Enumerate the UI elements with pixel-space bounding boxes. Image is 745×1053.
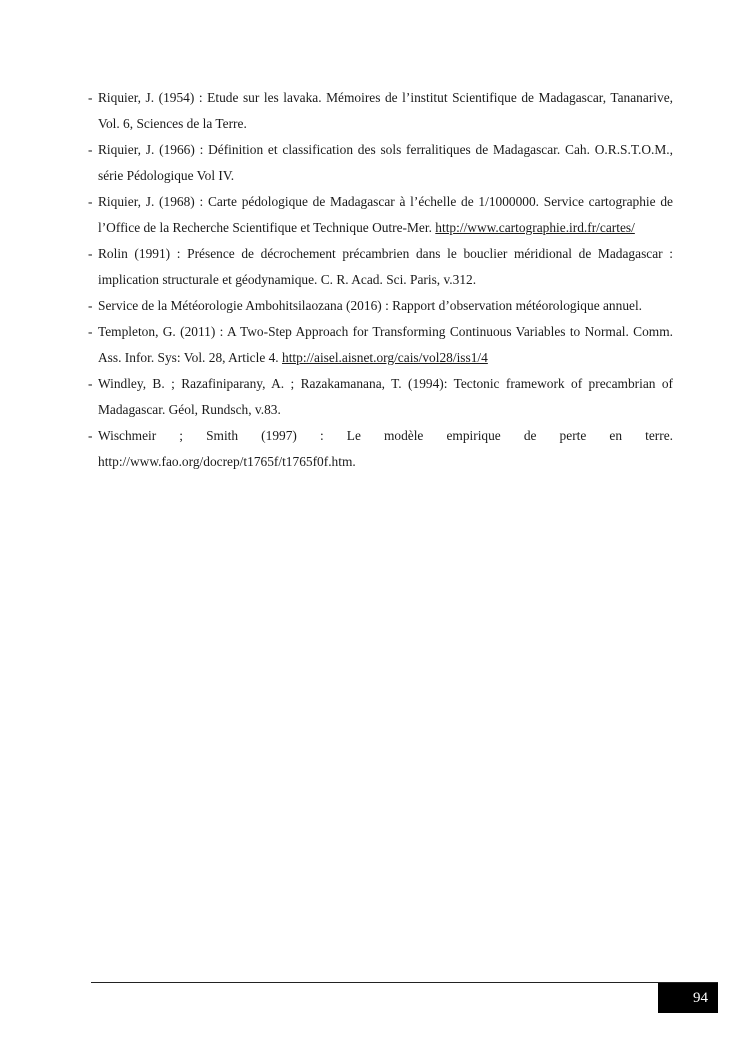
reference-item [88,85,673,137]
list-dash: - [88,428,93,443]
reference-item [88,423,673,475]
reference-text: Windley, B. ; Razafiniparany, A. ; Razakamanana, T. (1994): Tectonic framework of precambrian of Madagascar. Géol, Rundsch, v.83. [98,376,673,417]
reference-text: Riquier, J. (1968) : Carte pédologique de Madagascar à l’échelle de 1/1000000. Service cartographie de l’Office de la Recherche Scientifique et Technique Outre-Mer. [98,194,673,235]
footer-divider [91,982,718,983]
list-dash: - [88,90,93,105]
reference-item [88,189,673,241]
reference-item [88,241,673,293]
reference-item [88,319,673,371]
reference-link[interactable]: http://www.cartographie.ird.fr/cartes/ [435,220,635,235]
reference-text: Service de la Météorologie Ambohitsilaozana (2016) : Rapport d’observation météorologique annuel. [98,298,643,313]
reference-text: Riquier, J. (1954) : Etude sur les lavaka. Mémoires de l’institut Scientifique de Madagascar, Tananarive, Vol. 6, Sciences de la Terre. [98,90,673,131]
reference-link[interactable]: http://aisel.aisnet.org/cais/vol28/iss1/4 [282,350,488,365]
page-number: 94 [658,983,718,1013]
reference-item [88,293,673,319]
reference-item [88,371,673,423]
list-dash: - [88,194,93,209]
reference-text: Riquier, J. (1966) : Définition et classification des sols ferralitiques de Madagascar. Cah. O.R.S.T.O.M., série Pédologique Vol IV. [98,142,673,183]
reference-list [88,85,673,475]
reference-text: Wischmeir ; Smith (1997) : Le modèle empirique de perte en terre. http://www.fao.org/docrep/t1765f/t1765f0f.htm. [98,428,673,469]
list-dash: - [88,298,93,313]
list-dash: - [88,142,93,157]
reference-text: Templeton, G. (2011) : A Two-Step Approach for Transforming Continuous Variables to Normal. Comm. Ass. Infor. Sys: Vol. 28, Article 4. [98,324,673,365]
reference-text: Rolin (1991) : Présence de décrochement précambrien dans le bouclier méridional de Madagascar : implication structurale et géodynamique. C. R. Acad. Sci. Paris, v.312. [98,246,673,287]
list-dash: - [88,376,93,391]
list-dash: - [88,246,93,261]
list-dash: - [88,324,93,339]
reference-item [88,137,673,189]
